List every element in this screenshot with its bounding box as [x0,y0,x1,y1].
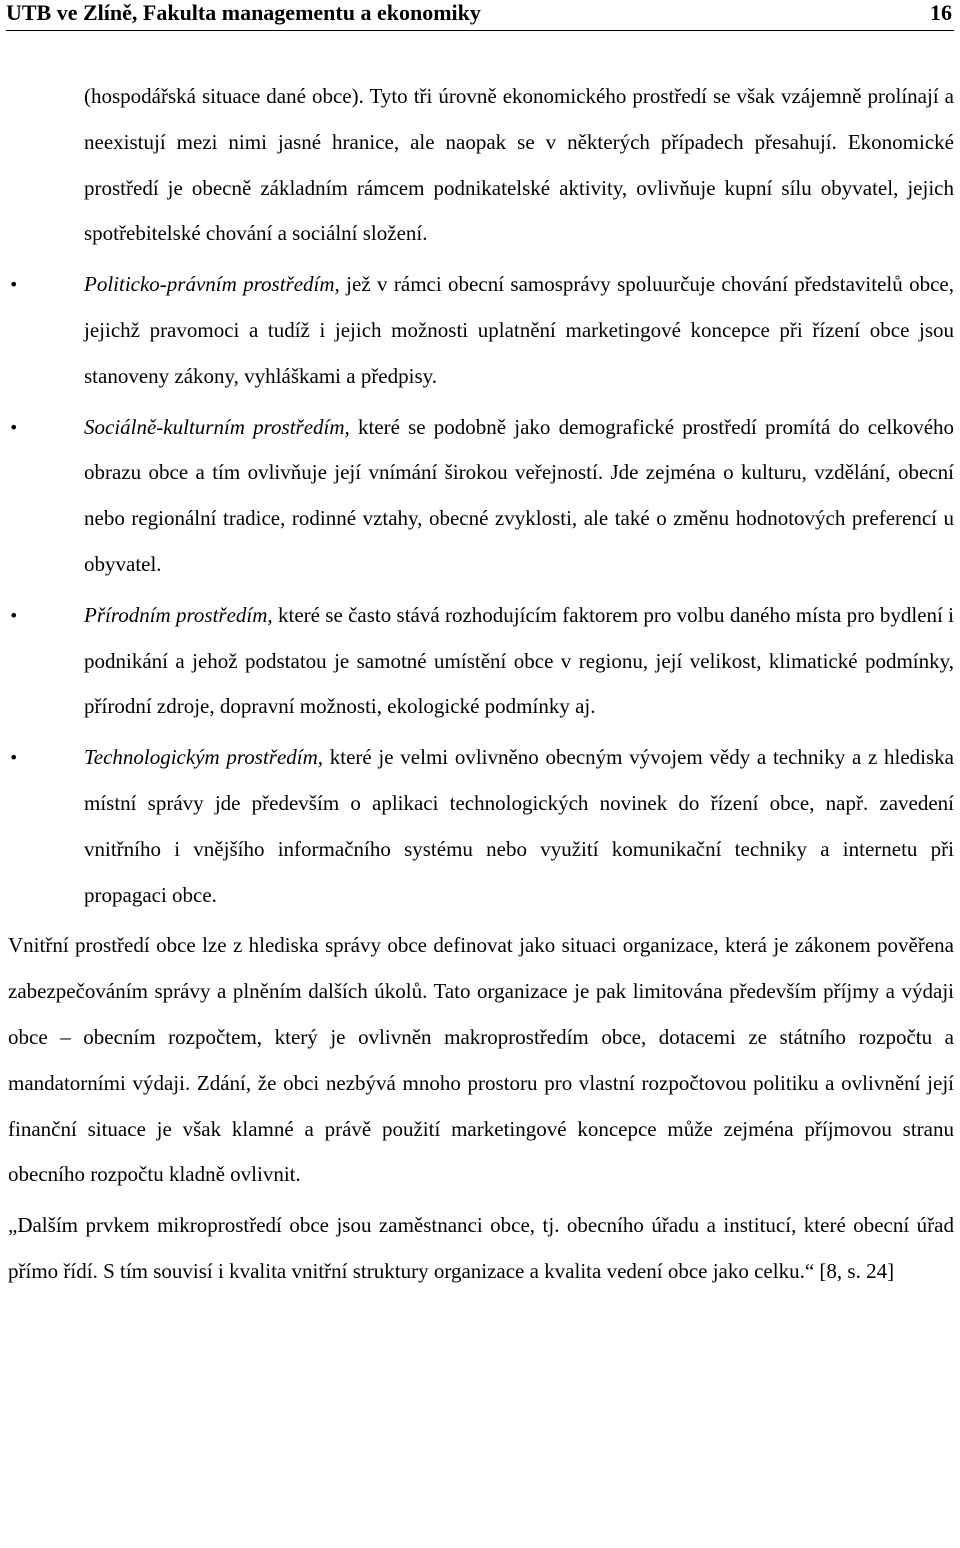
bullet-icon: • [9,748,19,768]
list-item [9,262,954,399]
bullet-icon: • [9,275,19,295]
list-item-text: které je velmi ovlivněno obecným vývojem vědy a techniky a z hlediska místní správy jde především o aplikaci technologických novinek do řízení obce, např. zavedení vnitřního i vnějšího informačního systému nebo využití komunikační techniky a internetu při propagaci obce. [84,745,954,907]
list-item [9,405,955,588]
list-item-term: Sociálně-kulturním prostředím, [84,414,350,439]
list-item-text: které se podobně jako demografické prostředí promítá do celkového obrazu obce a tím ovlivňuje její vnímání širokou veřejností. Jde zejména o kulturu, vzdělání, obecní nebo regionální tradice, rodinné vztahy, obecné zvyklosti, ale také o změnu hodnotových preferencí u obyvatel. [84,414,955,576]
list-item-text: které se často stává rozhodujícím faktorem pro volbu daného místa pro bydlení i podnikání a jehož podstatou je samotné umístění obce v regionu, její velikost, klimatické podmínky, přírodní zdroje, dopravní možnosti, ekologické podmínky aj. [84,602,955,719]
list-item-text: jež v rámci obecní samosprávy spoluurčuje chování představitelů obce, jejichž pravomoci a tudíž i jejich možnosti uplatnění marketingové koncepce při řízení obce jsou stanoveny zákony, vyhláškami a předpisy. [84,272,954,388]
page-body [0,74,960,1295]
page-header [6,0,954,31]
bullet-icon: • [9,417,19,437]
bullet-icon: • [9,605,19,625]
list-item [9,593,955,730]
body-paragraph: Vnitřní prostředí obce lze z hlediska správy obce definovat jako situaci organizace, která je zákonem pověřena zabezpečováním správy a plněním dalších úkolů. Tato organizace je pak limitována především příjmy a výdaji obce – obecním rozpočtem, který je ovlivněn makroprostředím obce, dotacemi ze státního rozpočtu a mandatorními výdaji. Zdání, že obci nezbývá mnoho prostoru pro vlastní rozpočtovou politiku a ovlivnění její finanční situace je však klamné a právě použití marketingové koncepce může zejména příjmovou stranu obecního rozpočtu kladně ovlivnit. [8,933,954,1187]
header-title: UTB ve Zlíně, Fakulta managementu a ekonomiky [6,0,481,25]
intro-paragraph: (hospodářská situace dané obce). Tyto tři úrovně ekonomického prostředí se však vzájemně prolínají a neexistují mezi nimi jasné hranice, ale naopak se v některých případech přesahují. Ekonomické prostředí je obecně základním rámcem podnikatelské aktivity, ovlivňuje kupní sílu obyvatel, jejich spotřebitelské chování a sociální složení. [84,84,954,246]
list-item-term: Technologickým prostředím, [84,745,324,770]
list-item-term: Politicko-právním prostředím, [84,272,340,297]
quote-paragraph: „Dalším prvkem mikroprostředí obce jsou zaměstnanci obce, tj. obecního úřadu a institucí, které obecní úřad přímo řídí. S tím souvisí i kvalita vnitřní struktury organizace a kvalita vedení obce jako celku.“ [8, s. 24] [8,1213,954,1283]
page-number: 16 [930,0,952,25]
list-item [9,735,954,918]
list-item-term: Přírodním prostředím, [84,602,273,627]
